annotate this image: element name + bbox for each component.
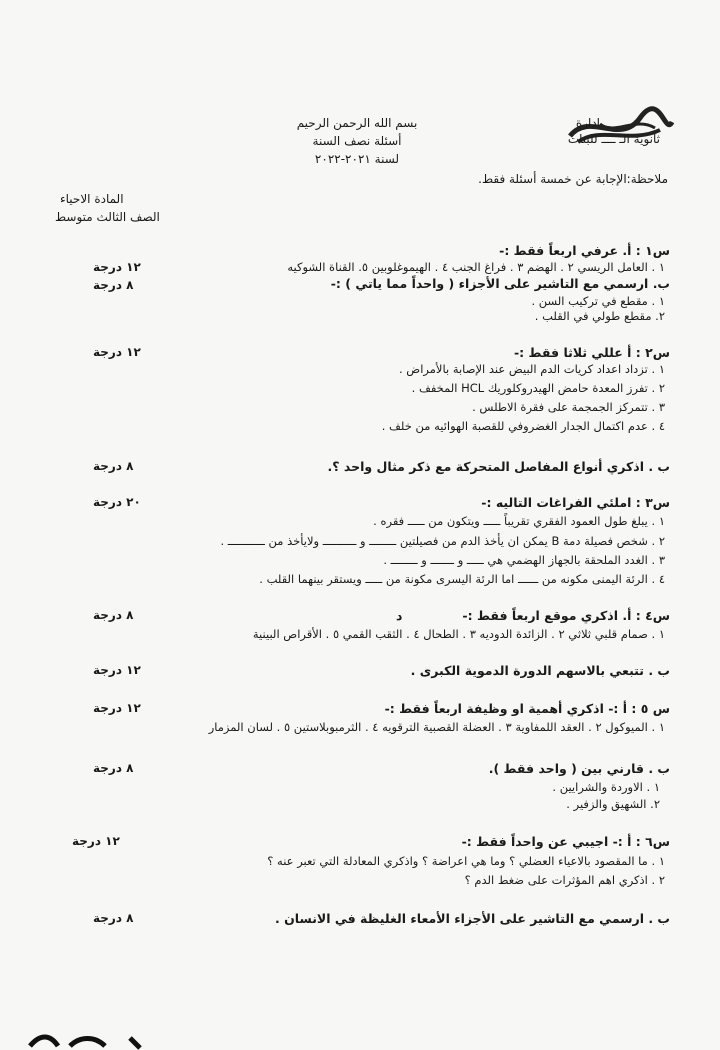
q2-a-item-4: ٤ . عدم اكتمال الجدار الغضروفي للقصبة الهوائيه من خلف . <box>381 419 665 433</box>
q3-item-4: ٤ . الرئة اليمنى مكونه من ــــــ اما الرئة اليسرى مكونة من ـــــ ويستقر بينهما القلب . <box>259 572 665 586</box>
q5-a-items: ١ . الميوكول ٢ . العقد اللمفاوية ٣ . العضلة القصبية الترقويه ٤ . الثرمبوبلاستين ٥ . لسان المزمار <box>208 720 665 734</box>
q6-a-item-2: ٢ . اذكري اهم المؤثرات على ضغط الدم ؟ <box>464 873 665 887</box>
exam-year: لسنة ٢٠٢١-٢٠٢٢ <box>314 152 400 166</box>
q4-stray-mark: د <box>396 608 403 623</box>
exam-title: أسئلة نصف السنة <box>312 134 402 148</box>
q5-b-mark: ٨ درجة <box>93 761 134 775</box>
q4-b-mark: ١٢ درجة <box>93 663 141 677</box>
q4-a-mark: ٨ درجة <box>93 608 134 622</box>
q5-b-title: ب . قارني بين ( واحد فقط ). <box>488 761 670 776</box>
q5-b-item-1: ١ . الاوردة والشرايين . <box>552 780 660 794</box>
q5-b-item-2: ٢. الشهيق والزفير . <box>566 797 660 811</box>
q1-a-items: ١ . العامل الريسي ٢ . الهضم ٣ . فراغ الجنب ٤ . الهيموغلوبين ٥. القناة الشوكيه <box>287 260 665 274</box>
q2-b-title: ب . اذكري أنواع المفاصل المتحركة مع ذكر مثال واحد ؟. <box>327 459 670 474</box>
school-name: ثانوية الـ ــــ للبنات <box>567 132 660 146</box>
q3-item-1: ١ . يبلغ طول العمود الفقري تقريباً ـــــ ويتكون من ـــــ فقره . <box>373 514 665 528</box>
instructions-note: ملاحظة:الإجابة عن خمسة أسئلة فقط. <box>478 172 668 186</box>
q2-b-mark: ٨ درجة <box>93 459 134 473</box>
bottom-edge-scribble <box>20 1020 180 1050</box>
q1-b-mark: ٨ درجة <box>93 278 134 292</box>
basmala: بسم الله الرحمن الرحيم <box>296 116 418 130</box>
q5-a-title: س ٥ : أ :- اذكري أهمية او وظيفة اربعاً فقط :- <box>384 701 670 716</box>
class-label: الصف الثالث متوسط <box>55 210 160 224</box>
subject-label: المادة الاحياء <box>60 192 124 206</box>
q3-title: س٣ : املئي الفراغات التاليه :- <box>481 495 670 510</box>
q4-b-title: ب . تتبعي بالاسهم الدورة الدموية الكبرى . <box>410 663 670 678</box>
redaction-scribble <box>560 106 680 156</box>
q1-b-title: ب. ارسمي مع التاشير على الأجزاء ( واحداً مما ياتي ) :- <box>330 276 670 291</box>
q2-a-title: س٢ : أ عللي ثلاثا فقط :- <box>513 345 670 360</box>
q3-mark: ٢٠ درجة <box>93 495 141 509</box>
q6-b-mark: ٨ درجة <box>93 911 134 925</box>
q1-a-mark: ١٢ درجة <box>93 260 141 274</box>
q5-a-mark: ١٢ درجة <box>93 701 141 715</box>
q2-a-item-2: ٢ . تفرز المعدة حامض الهيدروكلوريك HCL المخفف . <box>411 381 665 395</box>
admin-label: ادارة <box>575 116 600 130</box>
q4-a-title: س٤ : أ. اذكري موقع اربعاً فقط :- <box>462 608 670 623</box>
q1-b-item-2: ٢. مقطع طولي في القلب . <box>534 309 665 323</box>
q6-a-mark: ١٢ درجة <box>72 834 120 848</box>
q3-item-3: ٣ . الغدد الملحقة بالجهاز الهضمي هي ـــــ و ـــــــ و ــــــــ . <box>383 553 665 567</box>
q2-a-item-3: ٣ . تتمركز الجمجمة على فقرة الاطلس . <box>472 400 665 414</box>
q1-a-title: س١ : أ. عرفي اربعاً فقط :- <box>499 243 670 258</box>
q4-a-items: ١ . صمام قلبي ثلاثي ٢ . الزائدة الدوديه ٣ . الطحال ٤ . الثقب القمي ٥ . الأقراص البينية <box>252 627 665 641</box>
q6-a-title: س٦ : أ :- اجيبي عن واحداً فقط :- <box>461 834 670 849</box>
q2-a-mark: ١٢ درجة <box>93 345 141 359</box>
q6-a-item-1: ١ . ما المقصود بالاعياء العضلي ؟ وما هي اعراضة ؟ واذكري المعادلة التي تعبر عنه ؟ <box>267 854 665 868</box>
q6-b-title: ب . ارسمي مع التاشير على الأجزاء الأمعاء الغليظة في الانسان . <box>275 911 670 926</box>
q3-item-2: ٢ . شخص فصيلة دمة B يمكن ان يأخذ الدم من فصيلتين ــــــــ و ــــــــــ ولايأخذ من ـــــــــــ . <box>220 534 665 548</box>
q1-b-item-1: ١ . مقطع في تركيب السن . <box>531 294 665 308</box>
q2-a-item-1: ١ . تزداد اعداد كريات الدم البيض عند الإصابة بالأمراض . <box>398 362 665 376</box>
